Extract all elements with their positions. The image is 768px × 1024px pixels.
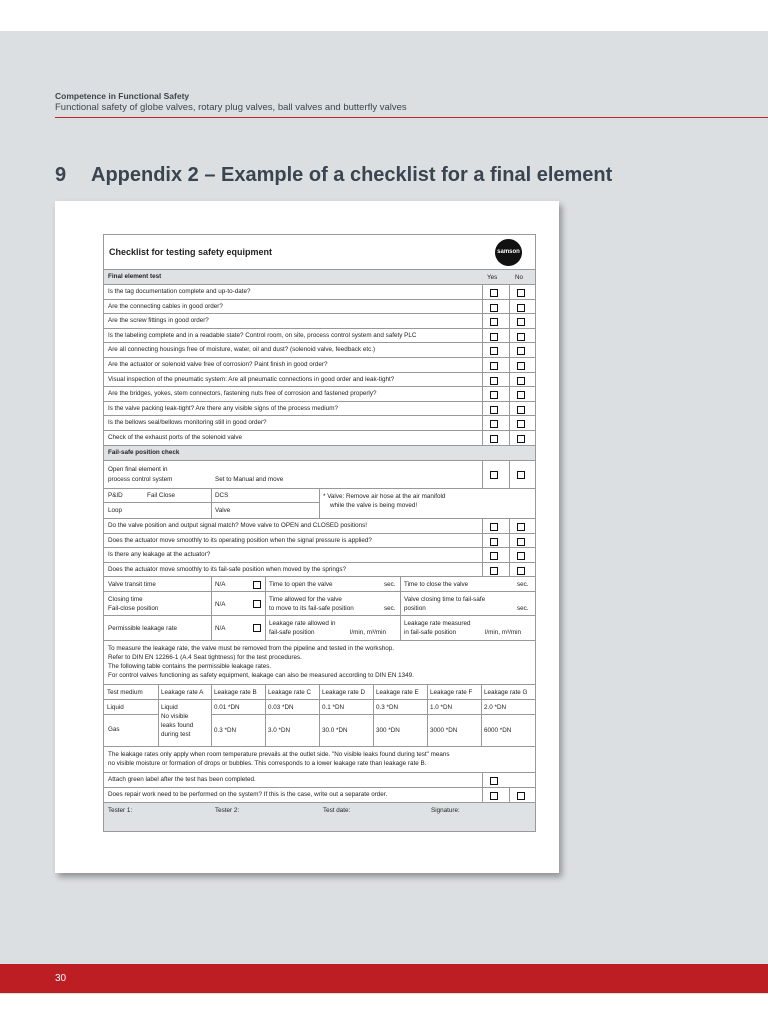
no-checkbox[interactable] bbox=[517, 347, 525, 355]
lr-meas-line1: Leakage rate measured bbox=[404, 620, 471, 627]
divider bbox=[211, 684, 212, 746]
time-close-label: Time to close the valve bbox=[404, 581, 469, 588]
question-text: Is there any leakage at the actuator? bbox=[108, 551, 211, 558]
divider bbox=[373, 684, 374, 746]
question-text: Are the actuator or solenoid valve free of corrosion? Paint finish in good order? bbox=[108, 361, 328, 368]
divider bbox=[509, 300, 510, 315]
yes-checkbox[interactable] bbox=[490, 333, 498, 341]
closing-na: N/A bbox=[215, 601, 226, 608]
question-text: Is the valve packing leak-tight? Are there any visible signs of the process medium? bbox=[108, 404, 338, 412]
valve-note-line1: * Valve: Remove air hose at the air manifold bbox=[323, 493, 446, 500]
failsafe-row bbox=[104, 562, 535, 577]
lr-meas-unit: l/min, m³/min bbox=[485, 629, 522, 636]
failsafe-label: Fail-safe position check bbox=[108, 449, 180, 456]
failsafe-row bbox=[104, 533, 535, 548]
info-block bbox=[104, 640, 535, 684]
section-heading bbox=[55, 164, 612, 187]
leak-liquid-cell: 1.0 *DN bbox=[430, 704, 453, 711]
leak-gas-cell: 300 *DN bbox=[376, 727, 400, 734]
yes-checkbox[interactable] bbox=[490, 538, 498, 546]
time-close-unit: sec. bbox=[517, 581, 529, 588]
yes-checkbox[interactable] bbox=[490, 304, 498, 312]
repair-yes-checkbox[interactable] bbox=[490, 792, 498, 800]
divider bbox=[482, 329, 483, 344]
divider bbox=[319, 684, 320, 746]
divider bbox=[482, 358, 483, 373]
checklist-row bbox=[104, 299, 535, 314]
divider bbox=[509, 314, 510, 329]
pid-value: Fail Close bbox=[147, 492, 175, 499]
divider bbox=[482, 518, 483, 576]
leak-header-cell: Leakage rate C bbox=[268, 689, 312, 696]
yes-checkbox[interactable] bbox=[490, 435, 498, 443]
signature-field[interactable]: Signature: bbox=[431, 807, 460, 814]
info-line: For control valves functioning as safety equipment, leakage can also be measured according to DIN EN 1349. bbox=[108, 672, 414, 679]
allowed-line2: to move to its fail-safe position bbox=[269, 605, 354, 612]
green-label-text: Attach green label after the test has been completed. bbox=[108, 776, 256, 783]
liquid-rate-a: Liquid bbox=[161, 704, 178, 711]
question-text: Do the valve position and output signal match? Move valve to OPEN and CLOSED positions! bbox=[108, 522, 368, 529]
divider bbox=[265, 684, 266, 746]
section-title: Appendix 2 – Example of a checklist for a final element bbox=[91, 164, 613, 186]
closing-row bbox=[104, 591, 535, 615]
vclose-unit: sec. bbox=[517, 605, 529, 612]
divider bbox=[481, 684, 482, 746]
repair-no-checkbox[interactable] bbox=[517, 792, 525, 800]
question-text: Does the actuator move smoothly to its fail-safe position when moved by the springs? bbox=[108, 565, 347, 573]
transit-label: Valve transit time bbox=[108, 581, 156, 588]
rate-a-note: leaks found bbox=[161, 722, 194, 729]
leak-gas-cell: 3000 *DN bbox=[430, 727, 458, 734]
yes-checkbox[interactable] bbox=[490, 406, 498, 414]
yes-checkbox[interactable] bbox=[490, 567, 498, 575]
tester1-field[interactable]: Tester 1: bbox=[108, 807, 133, 814]
leak-header-cell: Leakage rate G bbox=[484, 689, 528, 696]
yes-checkbox[interactable] bbox=[490, 347, 498, 355]
no-checkbox[interactable] bbox=[517, 391, 525, 399]
failsafe-row bbox=[104, 547, 535, 562]
leak-note-line: The leakage rates only apply when room temperature prevails at the outlet side. "No visible leaks found during test" means bbox=[108, 751, 450, 758]
leak-header-cell: Leakage rate B bbox=[214, 689, 257, 696]
open-instruction: Set to Manual and move bbox=[215, 476, 284, 483]
allowed-unit: sec. bbox=[384, 605, 396, 612]
checklist-row bbox=[104, 401, 535, 416]
vclose-line1: Valve closing time to fail-safe bbox=[404, 596, 486, 603]
leak-gas-cell: 30.0 *DN bbox=[322, 727, 348, 734]
failsafe-row bbox=[104, 518, 535, 533]
open-label-line2: process control system bbox=[108, 476, 173, 483]
info-line: Refer to DIN EN 12266-1 (A.4 Seat tightness) for the test procedures. bbox=[108, 654, 302, 661]
open-no-checkbox[interactable] bbox=[517, 471, 525, 479]
transit-na-checkbox[interactable] bbox=[253, 581, 261, 589]
yes-checkbox[interactable] bbox=[490, 377, 498, 385]
question-text: Check of the exhaust ports of the solenoid valve bbox=[108, 434, 243, 441]
no-checkbox[interactable] bbox=[517, 318, 525, 326]
divider bbox=[509, 460, 510, 488]
top-margin bbox=[0, 0, 768, 31]
yes-checkbox[interactable] bbox=[490, 289, 498, 297]
no-checkbox[interactable] bbox=[517, 552, 525, 560]
question-text: Are the bridges, yokes, stem connectors, fastening nuts free of corrosion and fastened properly? bbox=[108, 390, 377, 398]
header-title: Competence in Functional Safety bbox=[55, 91, 190, 101]
test-date-field[interactable]: Test date: bbox=[323, 807, 351, 814]
no-checkbox[interactable] bbox=[517, 289, 525, 297]
signature-row bbox=[104, 802, 535, 831]
closing-line1: Closing time bbox=[108, 596, 143, 603]
leak-liquid-cell: 0.03 *DN bbox=[268, 704, 294, 711]
no-checkbox[interactable] bbox=[517, 406, 525, 414]
question-text: Visual inspection of the pneumatic system: Are all pneumatic connections in good order and leak-tight? bbox=[108, 375, 395, 383]
checklist-row bbox=[104, 430, 535, 445]
valve-note-line2: while the valve is being moved! bbox=[330, 502, 418, 509]
lr-allowed-unit: l/min, m³/min bbox=[350, 629, 387, 636]
samson-logo: samson bbox=[495, 239, 522, 266]
info-line: To measure the leakage rate, the valve must be removed from the pipeline and tested in the workshop. bbox=[108, 645, 394, 652]
info-line: The following table contains the permissible leakage rates. bbox=[108, 663, 272, 670]
checklist-row bbox=[104, 415, 535, 430]
no-checkbox[interactable] bbox=[517, 435, 525, 443]
divider bbox=[400, 576, 401, 640]
question-text: Are all connecting housings free of moisture, water, oil and dust? (solenoid valve, feedback etc.) bbox=[108, 346, 376, 354]
leak-note-block bbox=[104, 746, 535, 772]
leak-header-cell: Leakage rate F bbox=[430, 689, 473, 696]
divider bbox=[211, 576, 212, 640]
time-open-label: Time to open the valve bbox=[269, 581, 333, 588]
lr-allowed-line2: fail-safe position bbox=[269, 629, 315, 636]
divider bbox=[509, 431, 510, 446]
valve-label: Valve bbox=[215, 507, 231, 514]
gas-label: Gas bbox=[108, 726, 120, 733]
repair-row bbox=[104, 787, 535, 802]
leak-header-cell: Leakage rate A bbox=[161, 689, 204, 696]
divider bbox=[482, 416, 483, 431]
yes-checkbox[interactable] bbox=[490, 362, 498, 370]
divider bbox=[482, 285, 483, 300]
leak-gas-cell: 0.3 *DN bbox=[214, 727, 237, 734]
checklist-row bbox=[104, 284, 535, 299]
checklist-row bbox=[104, 328, 535, 343]
checklist-row bbox=[104, 357, 535, 372]
header-divider bbox=[55, 117, 768, 118]
divider bbox=[509, 402, 510, 417]
question-text: Are the screw fittings in good order? bbox=[108, 317, 209, 325]
leak-liquid-cell: Liquid bbox=[107, 704, 124, 711]
header-subtitle: Functional safety of globe valves, rotary plug valves, ball valves and butterfly valves bbox=[55, 102, 407, 113]
checklist-row bbox=[104, 313, 535, 328]
no-checkbox[interactable] bbox=[517, 304, 525, 312]
divider bbox=[482, 772, 483, 802]
time-open-unit: sec. bbox=[384, 581, 396, 588]
checklist-row bbox=[104, 386, 535, 401]
divider bbox=[482, 460, 483, 488]
divider bbox=[509, 387, 510, 402]
pid-label: P&ID bbox=[108, 492, 123, 499]
divider bbox=[104, 714, 158, 715]
divider bbox=[482, 343, 483, 358]
yes-checkbox[interactable] bbox=[490, 391, 498, 399]
open-yes-checkbox[interactable] bbox=[490, 471, 498, 479]
divider bbox=[509, 358, 510, 373]
leak-header-cell: Leakage rate D bbox=[322, 689, 366, 696]
divider bbox=[482, 387, 483, 402]
divider bbox=[319, 488, 535, 489]
perm-na: N/A bbox=[215, 625, 226, 632]
divider bbox=[509, 518, 510, 576]
divider bbox=[482, 402, 483, 417]
no-checkbox[interactable] bbox=[517, 333, 525, 341]
leak-header-cell: Leakage rate E bbox=[376, 689, 419, 696]
allowed-line1: Time allowed for the valve bbox=[269, 596, 342, 603]
checklist-row bbox=[104, 342, 535, 357]
leak-liquid-cell: 0.01 *DN bbox=[214, 704, 240, 711]
leak-gas-cell: 3.0 *DN bbox=[268, 727, 291, 734]
divider bbox=[509, 285, 510, 300]
leak-header-cell: Test medium bbox=[107, 689, 143, 696]
leak-liquid-cell: 0.1 *DN bbox=[322, 704, 345, 711]
green-label-checkbox[interactable] bbox=[490, 777, 498, 785]
closing-line2: Fail-close position bbox=[108, 605, 159, 612]
divider bbox=[509, 373, 510, 388]
lr-meas-line2: in fail-safe position bbox=[404, 629, 457, 636]
divider bbox=[319, 488, 320, 518]
dcs-label: DCS bbox=[215, 492, 229, 499]
leak-liquid-cell: 0.3 *DN bbox=[376, 704, 399, 711]
divider bbox=[482, 314, 483, 329]
leak-liquid-cell: 2.0 *DN bbox=[484, 704, 507, 711]
vclose-line2: position bbox=[404, 605, 426, 612]
no-checkbox[interactable] bbox=[517, 538, 525, 546]
lr-allowed-line1: Leakage rate allowed in bbox=[269, 620, 336, 627]
leak-note-line: no visible moisture or formation of drops or bubbles. This corresponds to a lower leakage rate than leakage rate B. bbox=[108, 760, 427, 767]
section-number: 9 bbox=[55, 164, 67, 186]
transit-row bbox=[104, 576, 535, 591]
open-element-row bbox=[104, 460, 535, 488]
no-column-header: No bbox=[515, 274, 524, 281]
page-number: 30 bbox=[55, 973, 67, 984]
no-checkbox[interactable] bbox=[517, 362, 525, 370]
rate-a-note: No visible bbox=[161, 713, 189, 720]
closing-na-checkbox[interactable] bbox=[253, 600, 261, 608]
form-title: Checklist for testing safety equipment bbox=[109, 247, 273, 257]
yes-checkbox[interactable] bbox=[490, 552, 498, 560]
no-checkbox[interactable] bbox=[517, 567, 525, 575]
yes-column-header: Yes bbox=[487, 274, 498, 281]
divider bbox=[509, 416, 510, 431]
footer-bar bbox=[0, 964, 768, 993]
final-element-header bbox=[104, 269, 535, 284]
perm-label: Permissible leakage rate bbox=[108, 625, 177, 632]
yes-checkbox[interactable] bbox=[490, 523, 498, 531]
divider bbox=[158, 684, 159, 746]
permissible-row bbox=[104, 615, 535, 640]
perm-na-checkbox[interactable] bbox=[253, 624, 261, 632]
question-text: Are the connecting cables in good order? bbox=[108, 302, 223, 310]
divider bbox=[509, 343, 510, 358]
final-element-label: Final element test bbox=[108, 273, 162, 280]
divider bbox=[482, 373, 483, 388]
green-label-row bbox=[104, 772, 535, 787]
rate-a-note: during test bbox=[161, 731, 191, 738]
checklist-sheet bbox=[55, 201, 559, 873]
divider bbox=[211, 488, 212, 518]
question-text: Is the labeling complete and in a readable state? Control room, on site, process control system and safety PLC bbox=[108, 331, 417, 339]
question-text: Does the actuator move smoothly to its operating position when the signal pressure is applied? bbox=[108, 536, 372, 544]
divider bbox=[427, 684, 428, 746]
loop-label: Loop bbox=[108, 507, 123, 514]
repair-text: Does repair work need to be performed on the system? If this is the case, write out a separate order. bbox=[108, 791, 388, 798]
question-text: Is the bellows seal/bellows monitoring still in good order? bbox=[108, 419, 267, 427]
no-checkbox[interactable] bbox=[517, 377, 525, 385]
transit-na: N/A bbox=[215, 581, 226, 588]
divider bbox=[482, 431, 483, 446]
divider bbox=[265, 576, 266, 640]
checklist-row bbox=[104, 372, 535, 387]
divider bbox=[509, 787, 510, 802]
question-text: Is the tag documentation complete and up-to-date? bbox=[108, 288, 251, 295]
failsafe-header bbox=[104, 445, 535, 460]
no-checkbox[interactable] bbox=[517, 523, 525, 531]
tester2-field[interactable]: Tester 2: bbox=[215, 807, 240, 814]
divider bbox=[509, 329, 510, 344]
yes-checkbox[interactable] bbox=[490, 420, 498, 428]
open-label-line1: Open final element in bbox=[108, 466, 168, 473]
divider bbox=[482, 300, 483, 315]
checklist-form bbox=[103, 234, 536, 832]
yes-checkbox[interactable] bbox=[490, 318, 498, 326]
no-checkbox[interactable] bbox=[517, 420, 525, 428]
leak-gas-cell: 6000 *DN bbox=[484, 727, 512, 734]
